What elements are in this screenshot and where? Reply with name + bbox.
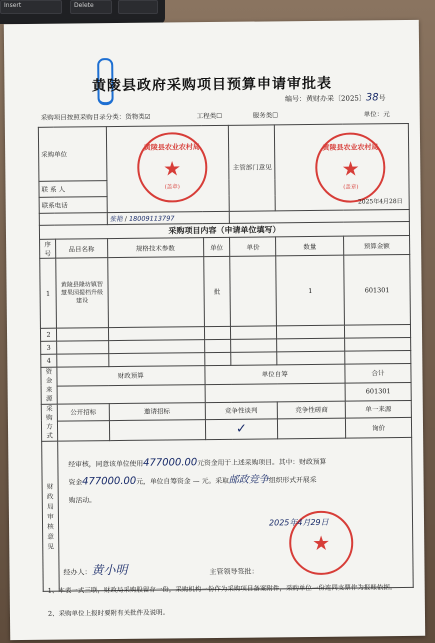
phone-value: 18009113797 bbox=[128, 214, 175, 223]
table-row: 3 bbox=[41, 337, 411, 354]
procurement-method-handwritten: 邮政竞争 bbox=[228, 474, 269, 486]
contact-label: 联 系 人 bbox=[39, 181, 107, 198]
method-negotiation: 竞争性谈判 bbox=[205, 402, 278, 419]
method-invited-tender: 邀请招标 bbox=[109, 403, 205, 421]
col-amount: 预算金额 bbox=[344, 235, 410, 255]
contact-value: 张艳 bbox=[109, 214, 123, 224]
col-price: 单价 bbox=[230, 237, 276, 256]
method-check-mark: ✓ bbox=[205, 418, 278, 439]
category-row bbox=[41, 109, 390, 125]
leader-label: 主管领导签批： bbox=[209, 567, 259, 577]
col-spec: 规格技术参数 bbox=[107, 238, 203, 258]
applicant-unit-label: 采购单位 bbox=[38, 127, 106, 182]
finance-opinion-text: 经审核，同意该单位使用477000.00元资金用于上述采购项目。其中：财政预算 资金477000.00元，单位自筹资金 — 元。采取邮政竞争组织形式开展采 购活动。 bbox=[68, 457, 327, 505]
note-2: 2、采购单位上报时要附有关批件及说明。 bbox=[47, 608, 170, 618]
finance-opinion-cell bbox=[58, 437, 414, 591]
col-unit: 单位 bbox=[203, 237, 230, 256]
funding-total-label: 合计 bbox=[345, 363, 411, 382]
supervisor-date: 2025年4月28日 bbox=[357, 198, 403, 206]
content-section-title: 采购项目内容（申请单位填写） bbox=[39, 221, 409, 239]
applicant-unit-cell bbox=[106, 125, 230, 212]
finance-date: 2025年4月29日 bbox=[268, 517, 329, 528]
approved-amount: 477000.00 bbox=[143, 457, 198, 469]
phone-label: 联系电话 bbox=[39, 197, 107, 214]
method-consultation: 竞争性磋商 bbox=[278, 401, 346, 418]
supervisor-label: 主管部门意见 bbox=[229, 125, 276, 211]
supervisor-opinion-cell bbox=[275, 123, 410, 210]
delete-key: Delete bbox=[70, 0, 112, 14]
supervisor-seal: 黄陵县农业农村局 ★ (盖章) bbox=[315, 132, 386, 203]
insert-key: Insert bbox=[0, 0, 62, 14]
funding-label: 资金来源 bbox=[41, 367, 57, 404]
star-icon: ★ bbox=[312, 530, 331, 555]
form-title: 黄陵县政府采购项目预算申请审批表 bbox=[91, 75, 333, 95]
applicant-seal: 黄陵县农业农村局 ★ (盖章) bbox=[137, 132, 208, 203]
handler-signature: 黄小明 bbox=[91, 562, 128, 578]
budget-amount: 477000.00 bbox=[82, 475, 137, 488]
method-inquiry: 询价 bbox=[346, 417, 412, 438]
method-single-source: 单一来源 bbox=[345, 400, 411, 417]
table-row: 4 bbox=[41, 350, 411, 367]
document-number: 编号：黄财办采〔2025〕38号 bbox=[284, 92, 386, 104]
finance-label: 财政局审核意见 bbox=[42, 441, 60, 591]
funding-self: 单位自筹 bbox=[204, 364, 345, 384]
table-row: 1 黄陵县隆坊镇智慧果园提档升级建设 批 1 601301 bbox=[40, 254, 411, 328]
table-row: 2 bbox=[40, 324, 410, 341]
catalog-engineering: 工程类☐ bbox=[196, 111, 223, 121]
handler-label: 经办人：黄小明 bbox=[63, 562, 128, 578]
note-1: 1、本表一式三联，财政局采购股留存一份，采购机构一份作为采购项目备案附件，采购单位一份连同支票作为报账依据。 bbox=[47, 583, 397, 595]
catalog-goods: 采购项目按照采购目录分类：货物类☑ bbox=[40, 112, 151, 122]
approval-form-sheet bbox=[4, 20, 425, 640]
currency-unit: 单位：元 bbox=[363, 110, 390, 119]
col-qty: 数量 bbox=[276, 236, 344, 256]
keyboard-key bbox=[118, 0, 158, 14]
funding-total: 601301 bbox=[345, 382, 411, 401]
star-icon: ★ bbox=[163, 156, 182, 181]
col-item: 品目名称 bbox=[56, 239, 108, 259]
star-icon: ★ bbox=[341, 156, 360, 181]
application-table: 采购单位 黄陵县农业农村局 ★ (盖章) 主管部门意见 黄陵县农业农村局 ★ (盖章) 2025年4月28日 联 系 人 联系电话 张艳 / 18009113797 采购项目内容（申请单位填写） 序号 品目名称 规格技术参数 单位 单价 数量 预算金额 1 黄陵县隆坊镇智慧果园提档升级建设 批 1 601301 2 3 4 资金来源 财政预算 单位自筹 合计 601301 采购方式 公开招标 邀请招标 竞争性谈判 竞争性磋商 单一来源 ✓ 询价 财政局审核意见 经审核，同意该单位使用477000.00元资金用于上述采购项目。其中：财政预算 资金477000.00元，单位自筹资金 — 元。采取邮政竞争组织形式开展采 购活动。 ★ 2025年4月29日 经办人：黄小明 主管领导签批： bbox=[38, 123, 414, 592]
catalog-service: 服务类☐ bbox=[252, 111, 279, 120]
col-no: 序号 bbox=[40, 239, 56, 258]
method-label: 采购方式 bbox=[41, 404, 57, 441]
method-open-tender: 公开招标 bbox=[57, 404, 109, 421]
funding-budget: 财政预算 bbox=[57, 366, 205, 386]
keyboard bbox=[0, 0, 165, 24]
